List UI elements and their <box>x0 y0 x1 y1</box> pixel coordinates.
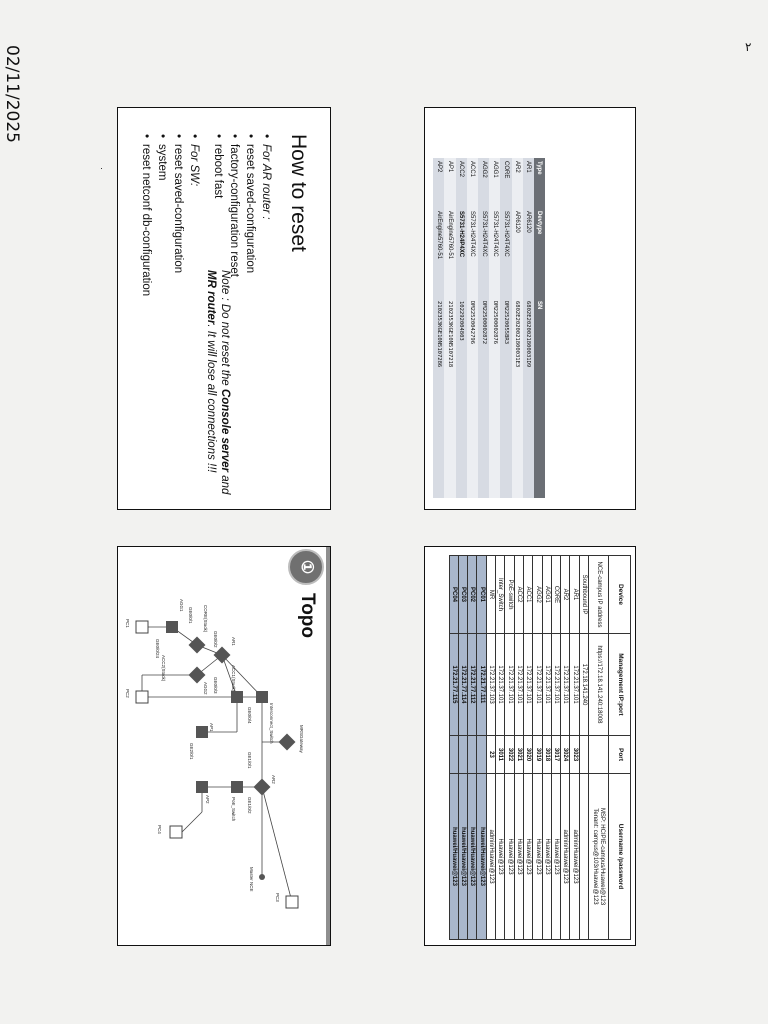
table-cell: AR6120 <box>512 208 523 298</box>
management-table <box>449 555 631 940</box>
table-row <box>505 556 514 940</box>
master-nce-node <box>259 874 265 880</box>
pc2-node <box>136 691 148 703</box>
pc3-node <box>286 896 298 908</box>
table-cell: PC03 <box>458 556 467 634</box>
table-cell: Huawei@123 <box>505 774 514 940</box>
table-cell: AP2 <box>433 158 444 208</box>
table-row <box>500 158 511 498</box>
management-table-body <box>449 556 608 940</box>
poe-node <box>231 781 243 793</box>
table-cell: 172.21.37.101 <box>542 634 551 736</box>
table-cell: 2102353KGE10N5107286 <box>433 298 444 498</box>
table-cell: PC04 <box>449 556 458 634</box>
label-port-ge010: GE1/0/1 <box>247 752 252 769</box>
col-credentials: Username /password <box>609 774 631 940</box>
label-ar1: AR1 <box>231 637 236 646</box>
table-row <box>551 556 560 940</box>
table-cell <box>579 736 588 774</box>
label-ap2: AP2 <box>205 795 210 804</box>
table-cell: AR1 <box>570 556 579 634</box>
table-header-row <box>609 556 631 940</box>
col-sn: SN <box>534 298 545 498</box>
label-pc2: PC2 <box>125 689 130 698</box>
table-cell: ACC2 <box>456 158 467 208</box>
table-row <box>570 556 579 940</box>
table-cell: PC01 <box>477 556 486 634</box>
ar-command: •reboot fast <box>212 134 224 199</box>
table-cell: CORE <box>551 556 560 634</box>
table-cell: 3023 <box>570 736 579 774</box>
label-pc3: PC3 <box>275 893 280 902</box>
table-cell <box>579 774 588 940</box>
table-row <box>579 556 588 940</box>
table-cell: 3022 <box>505 736 514 774</box>
label-port-ge2001: GE2/0/1 <box>189 743 194 760</box>
table-cell: 102292004803 <box>456 298 467 498</box>
mrs-gateway-node <box>279 734 296 751</box>
table-cell: S5731-H24T4XC <box>489 208 500 298</box>
table-cell: AR2 <box>561 556 570 634</box>
table-cell: huawei/Huawei@123 <box>458 774 467 940</box>
table-cell: 172.21.37.101 <box>496 634 505 736</box>
table-cell: AGG2 <box>478 158 489 208</box>
table-cell: DM22520055BR3 <box>500 298 511 498</box>
table-row <box>523 556 532 940</box>
pc1-node <box>136 621 148 633</box>
table-row <box>467 158 478 498</box>
ar-command: •reset saved-configuration <box>244 134 256 274</box>
table-cell: 3011 <box>496 736 505 774</box>
table-cell: Huawei@123 <box>496 774 505 940</box>
table-cell: Inter_Switch <box>496 556 505 634</box>
table-cell: 172.21.37.101 <box>551 634 560 736</box>
ar-command: •factory-configuration reset <box>228 134 240 277</box>
table-row <box>478 158 489 498</box>
label-mrs-gateway: MRSGateway <box>299 725 304 753</box>
table-cell: 172.21.37.101 <box>533 634 542 736</box>
ar-router-heading: •For AR router : <box>260 134 272 220</box>
device-sn-table <box>433 158 545 498</box>
table-row <box>561 556 570 940</box>
table-cell: 2102353KGE10N5107218 <box>445 298 456 498</box>
table-cell: PC02 <box>468 556 477 634</box>
table-cell: NCE-campus IP address <box>589 556 609 634</box>
label-ap1: AP1 <box>209 723 214 732</box>
table-row <box>489 158 500 498</box>
label-poe: PoE_Switch <box>231 797 236 822</box>
table-cell: 172.21.37.101 <box>561 634 570 736</box>
table-row <box>533 556 542 940</box>
label-port-ge003: GE0/0/3 <box>213 677 218 694</box>
acc1-node <box>231 691 243 703</box>
label-ar2: AR2 <box>271 775 276 784</box>
label-agg2: AGG2 <box>203 682 208 695</box>
table-cell: MR <box>486 556 495 634</box>
ar2-node <box>254 779 271 796</box>
date-header: 02/11/2025 <box>2 45 22 143</box>
table-cell: 172.21.37.103 <box>486 634 495 736</box>
table-cell: https://172.18.141.240:18008 <box>589 634 609 736</box>
table-row <box>468 556 477 940</box>
table-cell: huawei/Huawei@123 <box>449 774 458 940</box>
table-cell: 172.21.37.101 <box>505 634 514 736</box>
table-cell: 172.21.77.112 <box>468 634 477 736</box>
label-port-ge024: GE0/0/24 <box>155 639 160 659</box>
topo-title: Topo <box>297 593 318 639</box>
table-row <box>456 158 467 498</box>
col-port: Port <box>609 736 631 774</box>
stray-dot: · <box>100 163 103 173</box>
table-cell: 172.21.77.115 <box>449 634 458 736</box>
table-cell: huawei/Huawei@123 <box>477 774 486 940</box>
slide-how-to-reset <box>117 107 331 510</box>
table-row <box>449 556 458 940</box>
table-cell: AGG2 <box>533 556 542 634</box>
table-cell: Huawei@123 <box>523 774 532 940</box>
table-cell: 172.21.37.101 <box>570 634 579 736</box>
table-cell: 172.21.37.101 <box>514 634 523 736</box>
table-cell: admin/Huawei@123 <box>561 774 570 940</box>
label-port-ge001: GE0/0/1 <box>188 607 193 624</box>
table-cell: DM22500002876 <box>489 298 500 498</box>
table-cell: 3024 <box>561 736 570 774</box>
topology-diagram <box>118 547 331 946</box>
table-row <box>477 556 486 940</box>
table-cell: 3020 <box>523 736 532 774</box>
table-cell: DM22520042796 <box>467 298 478 498</box>
table-cell <box>468 736 477 774</box>
table-cell: PoE-switch <box>505 556 514 634</box>
table-cell: 3021 <box>514 736 523 774</box>
table-cell: 172.21.37.101 <box>523 634 532 736</box>
table-cell: 172.21.77.114 <box>458 634 467 736</box>
table-cell: S5731-H24T4XC <box>478 208 489 298</box>
table-cell: S5731-H24P4XC <box>456 208 467 298</box>
label-acc2: ACC2(Stack) <box>161 655 166 682</box>
table-cell: DM22500002872 <box>478 298 489 498</box>
reset-warning-note: Note : Do not reset the Console server and MR router. It will lose all connections !!! <box>205 270 231 495</box>
reset-title: How to reset <box>287 134 310 252</box>
label-agg1: AGG1 <box>179 599 184 612</box>
table-cell: AGG1 <box>542 556 551 634</box>
table-row <box>486 556 495 940</box>
table-cell: Huawei@123 <box>551 774 560 940</box>
table-cell: CORE <box>500 158 511 208</box>
topology-labels <box>125 599 304 902</box>
table-cell: AGG1 <box>489 158 500 208</box>
table-cell: Huawei@123 <box>542 774 551 940</box>
ap1-node <box>196 726 208 738</box>
table-cell: 6802E2020021800031E3 <box>512 298 523 498</box>
table-cell <box>458 736 467 774</box>
table-cell: admin/Huawei@123 <box>486 774 495 940</box>
core-node <box>189 637 206 654</box>
table-cell: Huawei@123 <box>533 774 542 940</box>
table-cell: huawei/Huawei@123 <box>468 774 477 940</box>
table-cell: MSP: HCIPIE-campus/Huawei@123 Tenant: campus@103/Huawei@123 <box>589 774 609 940</box>
table-cell: AR2 <box>512 158 523 208</box>
table-cell: ACC1 <box>523 556 532 634</box>
table-cell: Southbound IP <box>579 556 588 634</box>
table-cell: ACC1 <box>467 158 478 208</box>
col-mgmt-ip: Management IP:port <box>609 634 631 736</box>
table-row <box>445 158 456 498</box>
table-cell: AP1 <box>445 158 456 208</box>
label-interconnect: Interconnect_Switch <box>269 703 274 744</box>
table-cell: 3019 <box>533 736 542 774</box>
col-device: Device <box>609 556 631 634</box>
table-cell: 6802E2020021800031D9 <box>523 298 534 498</box>
table-cell: S5731-H24T4XC <box>500 208 511 298</box>
sw-command: •system <box>156 134 168 181</box>
table-cell: S5731-H24T4XC <box>467 208 478 298</box>
col-type: Type <box>534 158 545 208</box>
slide-topo <box>117 546 331 946</box>
sw-heading: •For SW: <box>188 134 200 187</box>
table-cell: AirEngine5760-51 <box>433 208 444 298</box>
table-cell: AR1 <box>523 158 534 208</box>
table-cell <box>449 736 458 774</box>
table-row <box>542 556 551 940</box>
table-row <box>523 158 534 498</box>
section-badge: ① <box>288 549 324 585</box>
label-acc1: ACC1(Stack) <box>231 665 236 692</box>
agg2-node <box>189 667 206 684</box>
col-devtype: Devtype <box>534 208 545 298</box>
label-pc4: PC4 <box>157 825 162 834</box>
table-row <box>433 158 444 498</box>
table-cell: 172.21.77.111 <box>477 634 486 736</box>
agg1-node <box>166 621 178 633</box>
label-port-ge011: GE1/0/2 <box>247 797 252 814</box>
table-cell: Huawei@123 <box>514 774 523 940</box>
label-core: CORE(Stack) <box>203 605 208 633</box>
pc4-node <box>170 826 182 838</box>
table-row <box>458 556 467 940</box>
table-cell: 3018 <box>542 736 551 774</box>
sw-command: •reset saved-configuration <box>172 134 184 274</box>
label-master-nce: Master NCE <box>249 867 254 892</box>
table-row <box>514 556 523 940</box>
table-cell: 172.18.141.240 <box>579 634 588 736</box>
ap2-node <box>196 781 208 793</box>
label-port-ge004: GE0/0/4 <box>247 707 252 724</box>
table-cell: ACC2 <box>514 556 523 634</box>
slide-device-sn <box>424 107 636 510</box>
interconnect-node <box>256 691 268 703</box>
table-cell: AR6120 <box>523 208 534 298</box>
table-row <box>496 556 505 940</box>
table-cell: admin/Huawei@123 <box>570 774 579 940</box>
table-row <box>589 556 609 940</box>
label-pc1: PC1 <box>125 619 130 628</box>
sw-command: •reset netconf db-configuration <box>140 134 152 297</box>
table-cell: AirEngine5760-51 <box>445 208 456 298</box>
table-cell: 3017 <box>551 736 560 774</box>
table-cell: 23 <box>486 736 495 774</box>
table-row <box>512 158 523 498</box>
device-sn-body <box>433 158 534 498</box>
table-cell <box>589 736 609 774</box>
slide-management-table <box>424 546 636 946</box>
table-cell <box>477 736 486 774</box>
sn-header-row <box>534 158 545 498</box>
label-port-ge002: GE0/0/2 <box>213 631 218 648</box>
corner-mark: ٢ <box>745 40 752 54</box>
